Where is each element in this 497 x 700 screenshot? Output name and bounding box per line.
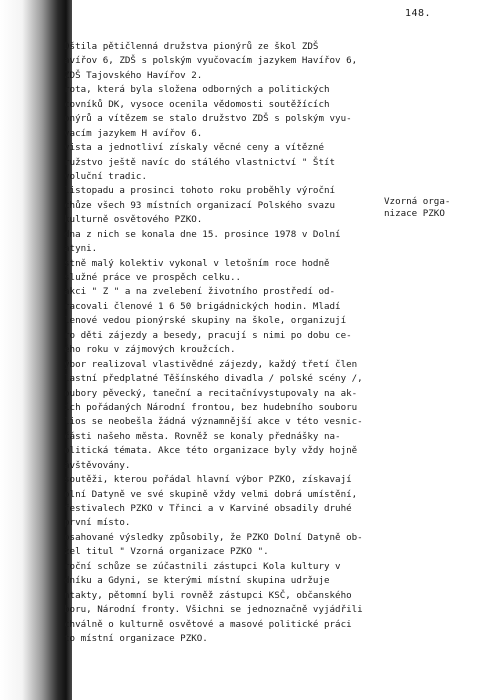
text-line: Dštila pětičlenná družstva pionýrů ze škol ZDŠ	[64, 41, 319, 52]
text-line: kulturně osvětového PZKO.	[64, 214, 203, 226]
text-line: to místní organizace PZKO.	[64, 632, 208, 644]
text-line: vista a jednotliví získaly věcné ceny a vítězné	[64, 142, 324, 154]
text-line: lastní předplatné Těšínského divadla / polské scény /,	[64, 373, 363, 385]
text-line: lenové vedou pionýrské skupiny na škole, organizují	[64, 315, 347, 327]
text-line: atyni.	[64, 243, 98, 255]
text-line: boru, Národní fronty. Všichni se jednoznačně vyjádřili	[64, 604, 363, 616]
text-line: olitická témata. Akce této organizace byly vždy hojně	[64, 445, 358, 457]
text-line: lios se neobešla žádná významnější akce v této vesnic-	[64, 416, 363, 428]
text-line: festivalech PZKO v Třinci a v Karviné obsadily druhé	[64, 503, 352, 514]
text-line: ZDŠ Tajovského Havířov 2.	[64, 69, 203, 81]
body-text	[64, 40, 402, 646]
text-line: dníku a Gdyni, se kterými místní skupina udržuje	[64, 575, 330, 587]
text-line: chůze všech 93 místních organizací Polského svazu	[64, 199, 336, 211]
text-line: ého roku v zájmových kroužcích.	[64, 344, 236, 356]
text-line: chválně o kulturně osvětové a masové politické práci	[64, 618, 352, 630]
text-line: roční schůze se zúčastnili zástupci Kola kultury v	[64, 560, 341, 572]
text-line: žel titul " Vzorná organizace PZKO ".	[64, 546, 269, 558]
text-line: ávštěvovány.	[64, 459, 131, 471]
text-line: racovali členové 1 6 50 brigádnických hodin. Mladí	[64, 300, 341, 312]
text-line: onýrů a vítězem se stalo družstvo ZDŠ s polským vyu-	[64, 113, 352, 125]
text-line: oubory pěvecký, taneční a recitačnívystupovaly na ak-	[64, 387, 358, 399]
text-line: listopadu a prosinci tohoto roku proběhly výroční	[64, 185, 336, 197]
text-line: voluční tradic.	[64, 170, 147, 182]
text-line: ro děti zájezdy a besedy, pracují s nimi po dobu ce-	[64, 329, 352, 341]
text-line: akci " Z " a na zvelebení životního prostředí od-	[64, 286, 336, 298]
text-line: první místo.	[64, 517, 131, 529]
text-line: části našeho města. Rovněž se konaly přednášky na-	[64, 430, 341, 442]
text-line: stně malý kolektiv vykonal v letošním roce hodně	[64, 257, 330, 269]
text-line: ích pořádaných Národní frontou, bez hudebního souboru	[64, 401, 358, 413]
text-line: avířov 6, ZDŠ s polským vyučovacím jazykem Havířov 6,	[64, 55, 358, 67]
binding-shadow	[0, 0, 72, 700]
text-line: ntakty, pětomní byli rovněž zástupci KSČ, občanského	[64, 589, 352, 601]
text-line: soutěži, kterou pořádal hlavní výbor PZKO, získavají	[64, 474, 352, 486]
margin-note-line: Vzorná orga-	[384, 196, 451, 207]
margin-note-line: nizace PZKO	[384, 208, 445, 219]
text-line: ružstvo ještě navíc do stálého vlastnictví " Štít	[64, 156, 336, 168]
text-line: služné práce ve prospěch celku..	[64, 272, 242, 283]
text-line: ýbor realizoval vlastivědné zájezdy, každý třetí člen	[64, 358, 358, 370]
text-line: covníků DK, vysoce ocenila vědomosti soutěžících	[64, 98, 330, 110]
text-line: osahované výsledky způsobily, že PZKO Dolní Datyně ob-	[64, 531, 363, 543]
text-line: vacím jazykem H avířov 6.	[64, 127, 203, 139]
text-line: dna z nich se konala dne 15. prosince 1978 v Dolní	[64, 228, 341, 240]
text-line: olní Datyně ve své skupině vždy velmi dobrá umístění,	[64, 488, 358, 500]
page-number: 148.	[405, 8, 432, 19]
text-line: rota, která byla složena odborných a politických	[64, 84, 330, 96]
